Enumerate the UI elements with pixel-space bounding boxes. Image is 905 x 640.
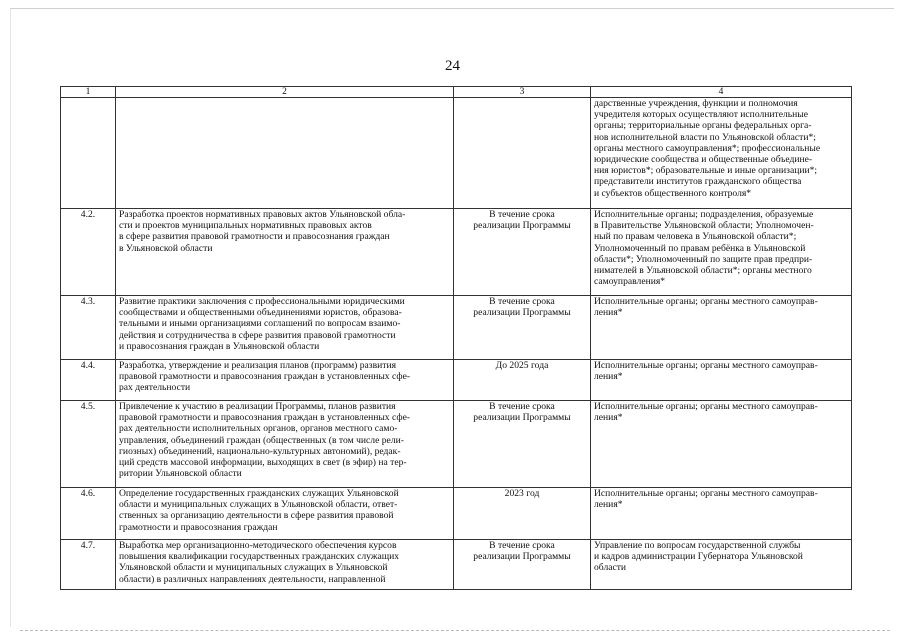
- row-executors-line: области: [594, 562, 627, 574]
- row-description-line: Привлечение к участию в реализации Программы, планов развития: [119, 401, 396, 412]
- row-term: [454, 296, 591, 360]
- row-description-line: повышения квалификации государственных гражданских служащих: [119, 551, 400, 563]
- row-executors-line: дарственные учреждения, функции и полномочия: [594, 98, 798, 109]
- table-row: [61, 401, 852, 488]
- row-description-line: сообществами и общественными объединениями юристов, образова-: [119, 307, 402, 319]
- header-col-3: 3: [454, 87, 591, 98]
- row-executors-line: Исполнительные органы; органы местного самоуправ-: [594, 488, 818, 499]
- header-col-2: 2: [116, 87, 454, 98]
- row-executors: [591, 488, 852, 540]
- row-description-line: управления, объединений граждан (общественных (в том числе рели-: [119, 434, 404, 446]
- row-executors-line: юридические сообщества и общественные объедине-: [594, 154, 813, 166]
- row-executors-line: Уполномоченный по правам ребёнка в Ульяновской: [594, 242, 806, 254]
- row-term-line: реализации Программы: [473, 412, 571, 424]
- row-description: [116, 360, 454, 401]
- row-number: 4.7.: [61, 540, 116, 590]
- row-description-line: грамотности и правосознания граждан: [119, 521, 278, 533]
- row-executors-line: ления*: [594, 412, 623, 424]
- row-executors-line: Исполнительные органы; органы местного самоуправ-: [594, 401, 818, 412]
- row-description-line: тельными и иными организациями соглашений по вопросам взаимо-: [119, 318, 401, 330]
- table-row: [61, 98, 852, 209]
- row-description-line: ритории Ульяновской области: [119, 468, 242, 480]
- row-term: [454, 488, 591, 540]
- row-number: 4.5.: [61, 401, 116, 488]
- row-executors: [591, 209, 852, 296]
- row-executors-line: ления*: [594, 371, 623, 383]
- row-executors-line: ния юристов*; образовательные и иные организации*;: [594, 165, 818, 177]
- row-description-line: ственных за организацию деятельности в сфере развития правовой: [119, 510, 394, 522]
- row-executors: [591, 401, 852, 488]
- row-executors-line: Исполнительные органы; органы местного самоуправ-: [594, 360, 818, 371]
- row-executors-line: органы; территориальные органы федеральных орга-: [594, 120, 812, 132]
- row-description-line: рах деятельности: [119, 382, 191, 394]
- row-description-line: правовой грамотности и правосознания граждан в установленных сфе-: [119, 371, 411, 383]
- row-description-line: рах деятельности исполнительных органов, органов местного само-: [119, 423, 398, 435]
- row-description: [116, 540, 454, 590]
- row-description: [116, 296, 454, 360]
- row-description-line: гиозных) объединений, национально-культурных автономий), редак-: [119, 445, 401, 457]
- row-number: 4.6.: [61, 488, 116, 540]
- row-term-line: До 2025 года: [495, 360, 549, 371]
- row-executors-line: учредителя которых осуществляют исполнительные: [594, 109, 808, 121]
- row-term-line: В течение срока: [489, 209, 555, 220]
- row-term-line: 2023 год: [504, 488, 540, 499]
- row-executors-line: нимателей в Ульяновской области*; органы местного: [594, 265, 812, 277]
- row-executors-line: ления*: [594, 499, 623, 511]
- row-description: [116, 98, 454, 209]
- header-col-4: 4: [591, 87, 852, 98]
- row-term-line: реализации Программы: [473, 220, 571, 232]
- row-description-line: Определение государственных гражданских служащих Ульяновской: [119, 488, 399, 499]
- row-term: [454, 98, 591, 209]
- row-description-line: Выработка мер организационно-методического обеспечения курсов: [119, 540, 397, 551]
- row-executors-line: Управление по вопросам государственной службы: [594, 540, 801, 551]
- table-row: [61, 296, 852, 360]
- table-row: [61, 540, 852, 590]
- row-description-line: Разработка проектов нормативных правовых актов Ульяновской обла-: [119, 209, 406, 220]
- row-executors: [591, 540, 852, 590]
- row-executors-line: представители институтов гражданского общества: [594, 176, 802, 188]
- row-executors-line: и кадров администрации Губернатора Ульяновской: [594, 551, 803, 563]
- row-description-line: и правосознания граждан в Ульяновской области: [119, 340, 320, 352]
- row-description-line: правовой грамотности и правосознания граждан в установленных сфе-: [119, 412, 411, 424]
- row-term-line: В течение срока: [489, 401, 555, 412]
- row-description-line: Развитие практики заключения с профессиональными юридическими: [119, 296, 405, 307]
- row-term: [454, 401, 591, 488]
- row-description-line: в Ульяновской области: [119, 242, 213, 254]
- row-executors: [591, 296, 852, 360]
- row-executors-line: Исполнительные органы; подразделения, образуемые: [594, 209, 814, 220]
- table-row: [61, 488, 852, 540]
- row-executors-line: в Правительстве Ульяновской области; Уполномочен-: [594, 220, 814, 232]
- row-number: 4.2.: [61, 209, 116, 296]
- table-row: [61, 360, 852, 401]
- table-header-row: [61, 87, 852, 98]
- row-description-line: сти и проектов муниципальных нормативных правовых актов: [119, 220, 372, 232]
- row-term-line: В течение срока: [489, 540, 555, 551]
- row-description-line: в сфере развития правовой грамотности и правосознания граждан: [119, 231, 390, 243]
- row-executors-line: Исполнительные органы; органы местного самоуправ-: [594, 296, 818, 307]
- page-number: 24: [445, 58, 460, 74]
- measures-table: [60, 86, 852, 590]
- row-executors-line: области*; Уполномоченный по защите прав предпри-: [594, 253, 813, 265]
- row-number: 4.3.: [61, 296, 116, 360]
- row-description: [116, 401, 454, 488]
- row-term: [454, 209, 591, 296]
- row-executors: [591, 360, 852, 401]
- row-executors-line: и субъектов общественного контроля*: [594, 187, 752, 199]
- row-description-line: Разработка, утверждение и реализация планов (программ) развития: [119, 360, 396, 371]
- row-description-line: области и муниципальных служащих в Ульяновской области, ответ-: [119, 499, 398, 511]
- row-executors-line: нов исполнительной власти по Ульяновской области*;: [594, 131, 816, 143]
- header-col-1: 1: [61, 87, 116, 98]
- row-term: [454, 540, 591, 590]
- row-description: [116, 488, 454, 540]
- row-description-line: области) в различных направлениях деятельности, направленной: [119, 573, 386, 585]
- row-number: 4.4.: [61, 360, 116, 401]
- scan-artifact: [20, 630, 890, 631]
- table-row: [61, 209, 852, 296]
- row-executors-line: органы местного самоуправления*; профессиональные: [594, 142, 821, 154]
- row-term-line: В течение срока: [489, 296, 555, 307]
- row-executors-line: самоуправления*: [594, 276, 666, 288]
- row-executors-line: ный по правам человека в Ульяновской области*;: [594, 231, 797, 243]
- row-description-line: действия и сотрудничества в сфере развития правовой грамотности: [119, 329, 396, 341]
- row-executors-line: ления*: [594, 307, 623, 319]
- row-description-line: Ульяновской области и муниципальных служащих в Ульяновской: [119, 562, 388, 574]
- row-executors: [591, 98, 852, 209]
- row-term-line: реализации Программы: [473, 551, 571, 563]
- row-term: [454, 360, 591, 401]
- row-description: [116, 209, 454, 296]
- row-number: [61, 98, 116, 209]
- row-description-line: ций средств массовой информации, выходящих в свет (в эфир) на тер-: [119, 457, 407, 469]
- row-term-line: реализации Программы: [473, 307, 571, 319]
